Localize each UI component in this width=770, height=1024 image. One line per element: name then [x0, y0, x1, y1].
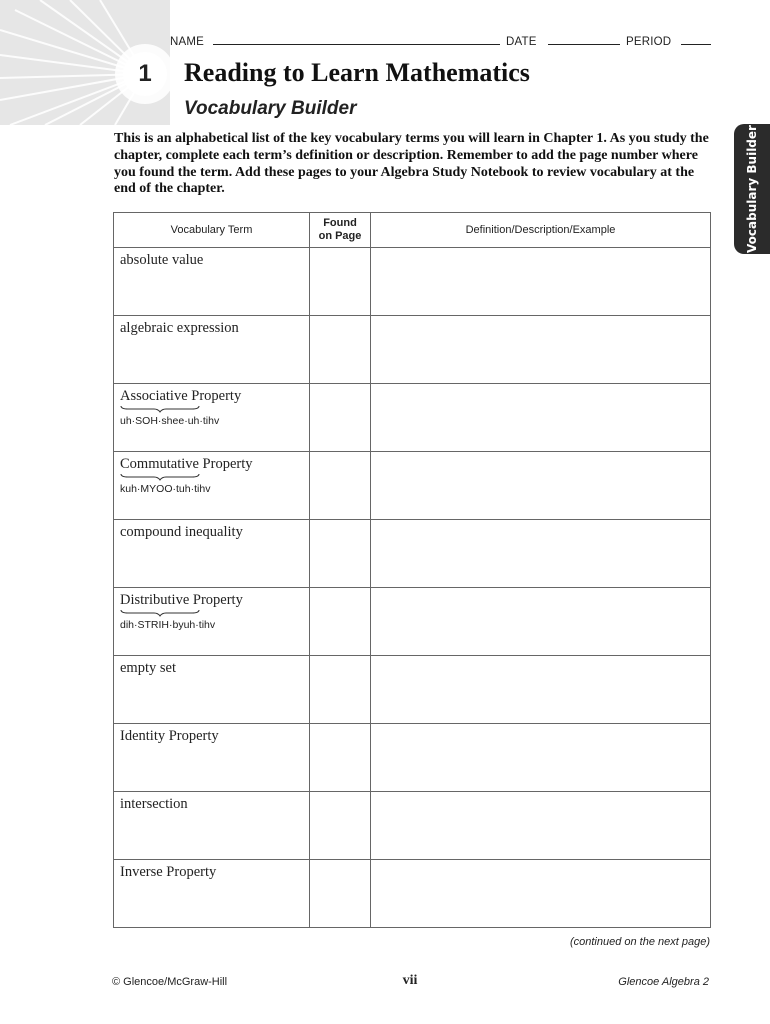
header-found-line1: Found — [323, 217, 357, 229]
term-cell — [114, 452, 310, 520]
definition-cell[interactable] — [371, 316, 711, 384]
found-on-page-cell[interactable] — [310, 656, 371, 724]
intro-paragraph: This is an alphabetical list of the key vocabulary terms you will learn in Chapter 1. As you study the chapter, complete each term’s definition or description. Remember to add the page number where you found the term. Add these pages to your Algebra Study Notebook to review vocabulary at the end of the chapter. — [114, 131, 709, 197]
period-field[interactable] — [626, 34, 711, 48]
vocabulary-term: Inverse Property — [120, 864, 217, 880]
header-definition: Definition/Description/Example — [371, 213, 711, 248]
name-label: NAME — [170, 36, 205, 48]
table-row — [114, 588, 711, 656]
name-blank[interactable] — [213, 34, 500, 45]
period-blank[interactable] — [681, 34, 711, 45]
definition-cell[interactable] — [371, 724, 711, 792]
vocabulary-term: empty set — [120, 660, 176, 676]
found-on-page-cell[interactable] — [310, 452, 371, 520]
term-cell — [114, 860, 310, 928]
table-row — [114, 452, 711, 520]
found-on-page-cell[interactable] — [310, 588, 371, 656]
vocabulary-table — [113, 212, 711, 928]
term-cell — [114, 384, 310, 452]
pronunciation: dih·STRIH·byuh·tihv — [120, 619, 216, 631]
definition-cell[interactable] — [371, 860, 711, 928]
definition-cell[interactable] — [371, 248, 711, 316]
footer-copyright: © Glencoe/McGraw-Hill — [112, 976, 228, 988]
date-blank[interactable] — [548, 34, 620, 45]
vocabulary-term: compound inequality — [120, 524, 243, 540]
vocabulary-term: Commutative Property — [120, 456, 253, 472]
term-cell — [114, 588, 310, 656]
period-label: PERIOD — [626, 36, 672, 48]
vocabulary-term: intersection — [120, 796, 188, 812]
side-tab-label: Vocabulary Builder — [745, 125, 759, 253]
pronunciation-brace-icon — [120, 473, 200, 481]
found-on-page-cell[interactable] — [310, 316, 371, 384]
found-on-page-cell[interactable] — [310, 384, 371, 452]
continued-note: (continued on the next page) — [569, 936, 710, 948]
found-on-page-cell[interactable] — [310, 792, 371, 860]
header-found-on-page — [310, 213, 371, 248]
name-field[interactable] — [170, 34, 500, 48]
vocabulary-term: Distributive Property — [120, 592, 243, 608]
table-row — [114, 248, 711, 316]
term-cell — [114, 656, 310, 724]
found-on-page-cell[interactable] — [310, 724, 371, 792]
table-row — [114, 656, 711, 724]
footer-page-number: vii — [402, 973, 418, 988]
pronunciation: kuh·MYOO·tuh·tihv — [120, 483, 211, 495]
header-vocabulary-term: Vocabulary Term — [114, 213, 310, 248]
page-title: Reading to Learn Mathematics — [184, 58, 530, 87]
table-header-row — [114, 213, 711, 248]
chapter-number: 1 — [138, 60, 152, 87]
table-row — [114, 384, 711, 452]
page-subtitle: Vocabulary Builder — [184, 98, 357, 119]
pronunciation: uh·SOH·shee·uh·tihv — [120, 415, 220, 427]
term-cell — [114, 520, 310, 588]
header-found-line2: on Page — [318, 230, 362, 242]
found-on-page-cell[interactable] — [310, 248, 371, 316]
definition-cell[interactable] — [371, 452, 711, 520]
vocabulary-term: Identity Property — [120, 728, 219, 744]
table-row — [114, 860, 711, 928]
date-field[interactable] — [506, 34, 620, 48]
pronunciation-brace-icon — [120, 609, 200, 617]
vocabulary-term: algebraic expression — [120, 320, 239, 336]
definition-cell[interactable] — [371, 656, 711, 724]
table-row — [114, 520, 711, 588]
vocabulary-term: Associative Property — [120, 388, 242, 404]
term-cell — [114, 724, 310, 792]
table-row — [114, 792, 711, 860]
found-on-page-cell[interactable] — [310, 860, 371, 928]
found-on-page-cell[interactable] — [310, 520, 371, 588]
vocabulary-term: absolute value — [120, 252, 204, 268]
pronunciation-brace-icon — [120, 405, 200, 413]
table-row — [114, 724, 711, 792]
side-tab — [734, 124, 770, 254]
definition-cell[interactable] — [371, 588, 711, 656]
definition-cell[interactable] — [371, 384, 711, 452]
table-row — [114, 316, 711, 384]
definition-cell[interactable] — [371, 520, 711, 588]
date-label: DATE — [506, 36, 537, 48]
definition-cell[interactable] — [371, 792, 711, 860]
term-cell — [114, 248, 310, 316]
footer-book-title: Glencoe Algebra 2 — [618, 976, 709, 988]
term-cell — [114, 792, 310, 860]
term-cell — [114, 316, 310, 384]
